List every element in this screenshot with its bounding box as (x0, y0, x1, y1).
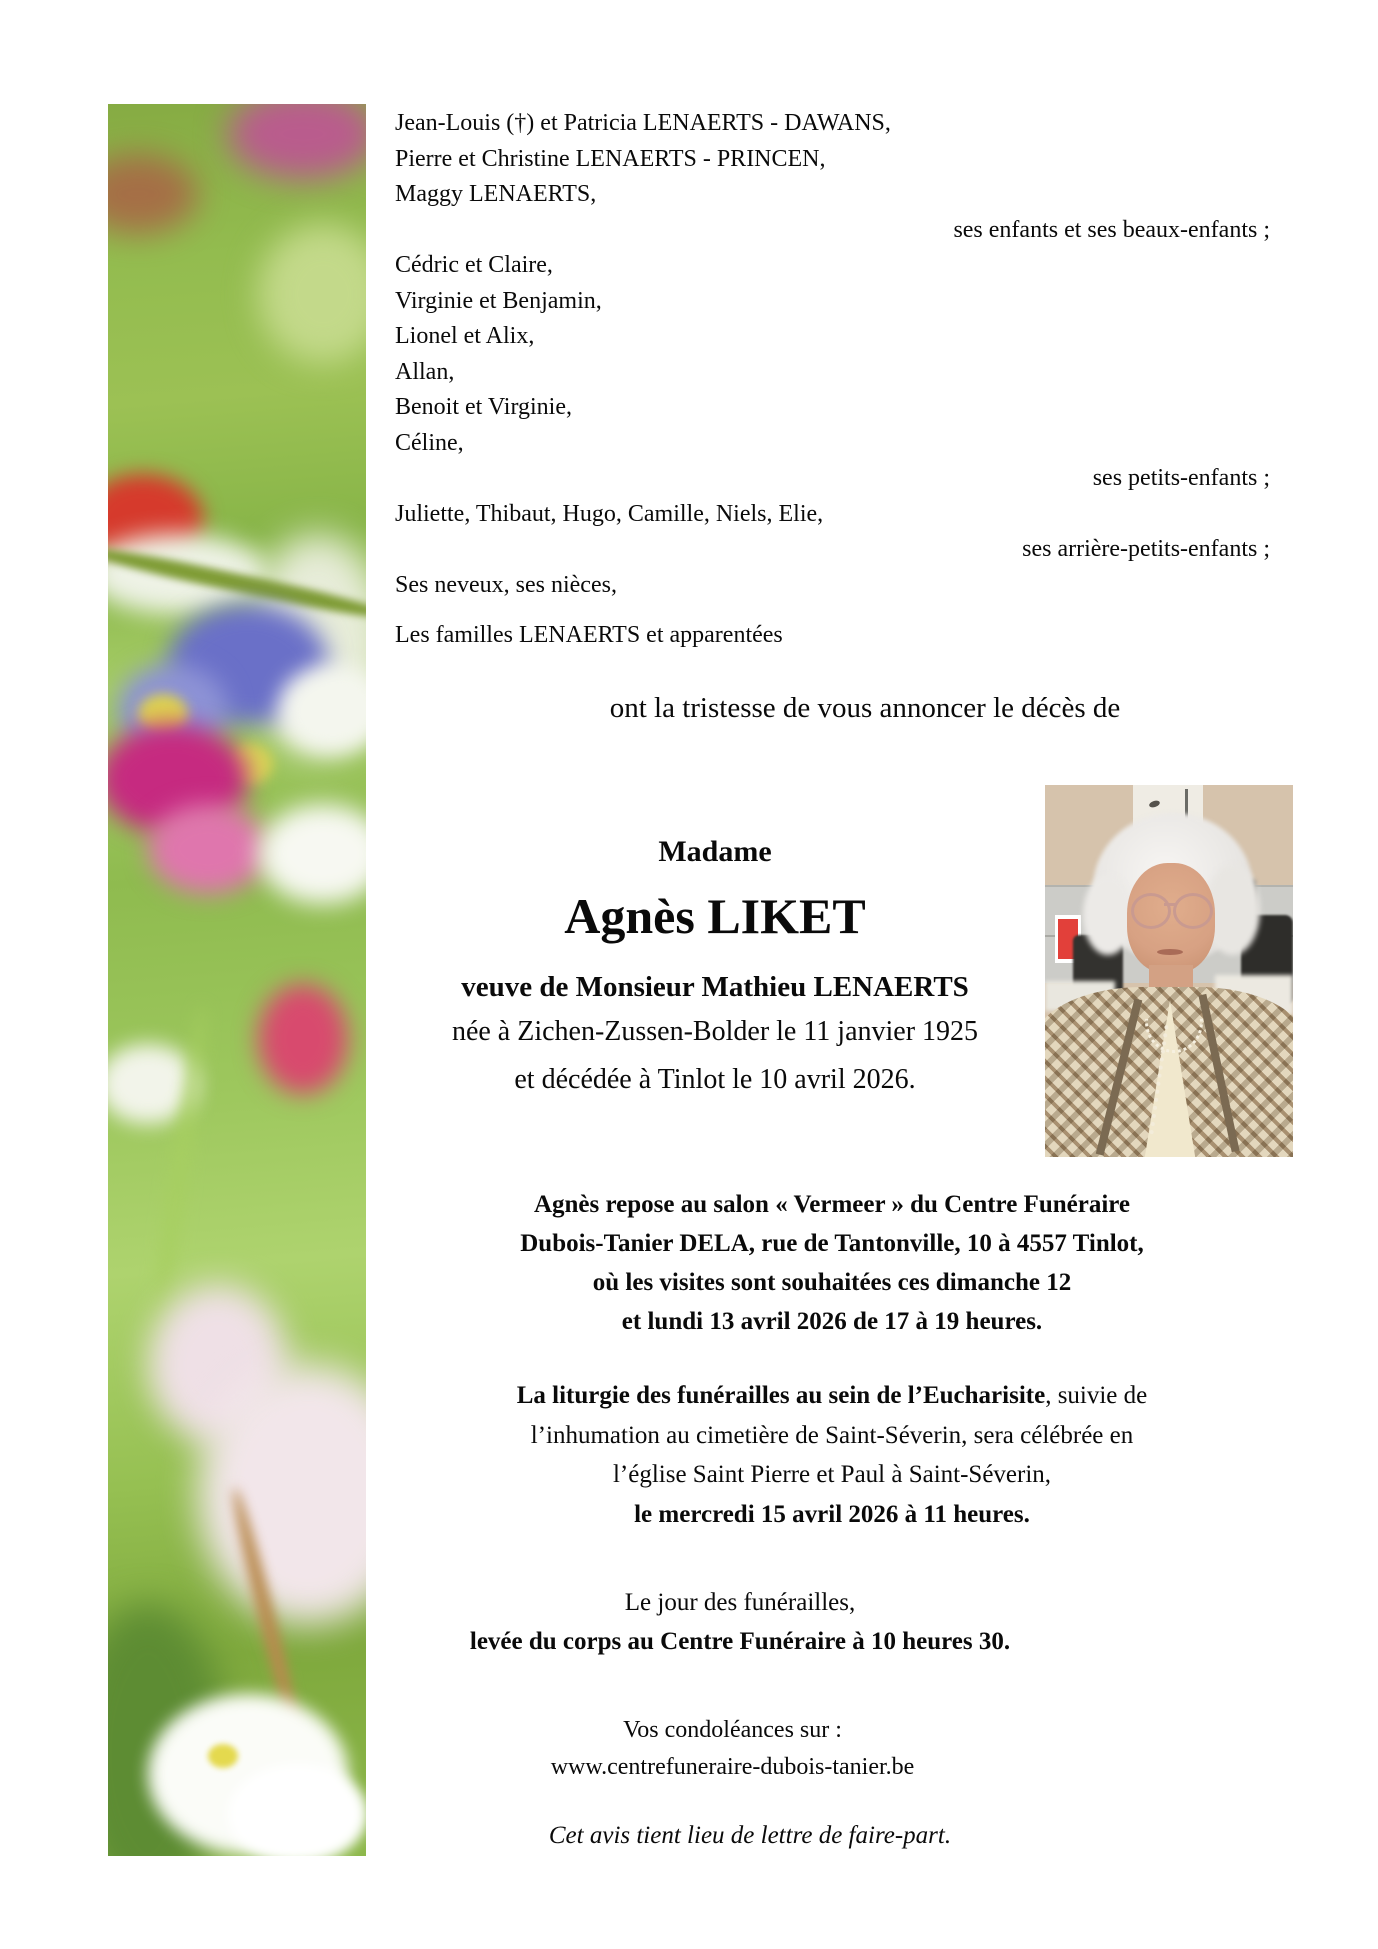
flower-blob-white-cluster-2 (228, 1764, 366, 1856)
family-line: Pierre et Christine LENAERTS - PRINCEN, (395, 145, 826, 172)
portrait-photo (1045, 785, 1293, 1157)
liturgy-line-bold: le mercredi 15 avril 2026 à 11 heures. (634, 1500, 1030, 1528)
flower-blob-rose (258, 984, 348, 1094)
visitation-line: Agnès repose au salon « Vermeer » du Centre Funéraire (533, 1191, 1131, 1218)
deceased-widow-line: veuve de Monsieur Mathieu LENAERTS (461, 971, 969, 1003)
deceased-block (395, 832, 1035, 1098)
family-line: Ses neveux, ses nièces, (395, 571, 617, 598)
condolences-paragraph (395, 1712, 1070, 1786)
families-line: Les familles LENAERTS et apparentées (395, 622, 783, 648)
visitation-line: où les visites sont souhaitées ces dimanche 12 (592, 1269, 1072, 1296)
visitation-line: Dubois-Tanier DELA, rue de Tantonville, 10 à 4557 Tinlot, (520, 1230, 1144, 1257)
deceased-death-line: et décédée à Tinlot le 10 avril 2026. (514, 1064, 916, 1095)
family-line: Jean-Louis (†) et Patricia LENAERTS - DAWANS, (395, 110, 891, 136)
visitation-paragraph (397, 1185, 1267, 1341)
portrait-mouth (1157, 949, 1183, 955)
condolences-line: Vos condoléances sur : (623, 1717, 842, 1743)
portrait-glasses-left-lens (1131, 893, 1171, 929)
family-line: Juliette, Thibaut, Hugo, Camille, Niels, Elie, (395, 500, 824, 527)
funeral-day-line-bold: levée du corps au Centre Funéraire à 10 heures 30. (469, 1628, 1011, 1655)
flower-blob-yellow-center (208, 1744, 238, 1768)
funeral-day-line: Le jour des funérailles, (624, 1589, 856, 1616)
liturgy-line: l’église Saint Pierre et Paul à Saint-Séverin, (612, 1461, 1052, 1488)
flower-blob-bright-green (258, 224, 366, 364)
family-line: Virginie et Benjamin, (395, 287, 602, 314)
family-line: Allan, (395, 358, 455, 385)
liturgy-line: l’inhumation au cimetière de Saint-Séverin, sera célébrée en (530, 1421, 1134, 1449)
footer-notice: Cet avis tient lieu de lettre de faire-part. (548, 1822, 952, 1849)
deceased-birth-line: née à Zichen-Zussen-Bolder le 11 janvier 1925 (451, 1016, 979, 1047)
liturgy-paragraph (397, 1376, 1267, 1534)
family-announcement-block (395, 106, 1270, 603)
family-line: Benoit et Virginie, (395, 394, 572, 420)
funeral-day-paragraph (395, 1583, 1085, 1661)
relation-label-grandchildren: ses petits-enfants ; (1092, 465, 1270, 491)
flower-blob-pink (148, 804, 268, 894)
flower-blob-pink-top (228, 104, 366, 179)
relation-label-children: ses enfants et ses beaux-enfants ; (953, 216, 1270, 243)
family-line: Lionel et Alix, (395, 323, 535, 349)
deceased-title: Madame (658, 835, 772, 868)
liturgy-line (397, 1376, 1267, 1416)
flower-blob-red-top (108, 154, 198, 234)
portrait-hair-left (1083, 875, 1133, 955)
condolences-website: www.centrefuneraire-dubois-tanier.be (550, 1754, 915, 1780)
family-line: Cédric et Claire, (395, 252, 553, 278)
family-line: Céline, (395, 429, 464, 456)
relation-label-great-grandchildren: ses arrière-petits-enfants ; (1022, 536, 1270, 562)
announcement-line: ont la tristesse de vous annoncer le décès de (609, 692, 1121, 724)
portrait-glasses-bridge (1164, 903, 1176, 906)
liturgy-line-regular: , suivie de (1045, 1382, 1148, 1409)
portrait-glasses-right-lens (1173, 893, 1213, 929)
wildflower-photo (108, 104, 366, 1856)
deceased-name: Agnès LIKET (564, 888, 866, 944)
flower-blob-white-mid (258, 804, 366, 904)
liturgy-line-bold: La liturgie des funérailles au sein de l’Eucharisite (516, 1382, 1046, 1409)
visitation-line: et lundi 13 avril 2026 de 17 à 19 heures. (621, 1308, 1043, 1335)
family-line: Maggy LENAERTS, (395, 181, 597, 207)
